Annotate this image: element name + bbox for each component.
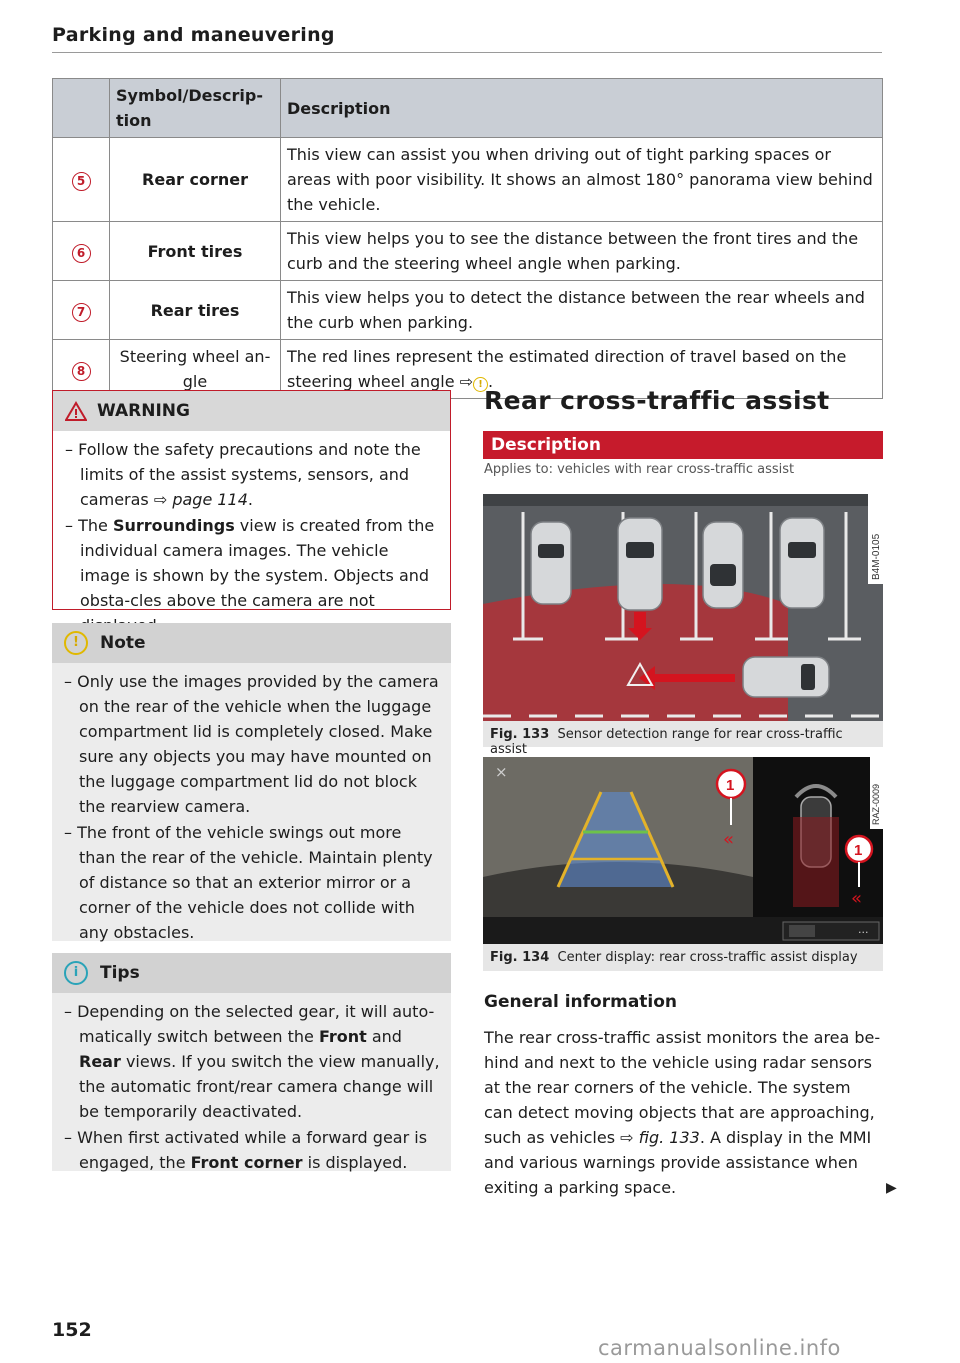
figure-caption: Fig. 133 Sensor detection range for rear cross-traffic assist	[490, 727, 843, 757]
center-display-illustration	[483, 757, 883, 944]
number-circle-icon: 6	[72, 244, 91, 263]
tips-box	[52, 953, 451, 1171]
list-item: – When first activated while a forward gear is engaged, the Front corner is displayed.	[64, 1128, 428, 1172]
svg-text:×: ×	[495, 763, 508, 781]
note-title: Note	[100, 632, 146, 653]
figure-133	[483, 494, 883, 757]
continue-arrow-icon: ▶	[886, 1180, 897, 1196]
callout-marker: 1	[726, 777, 735, 794]
description-cell: This view helps you to detect the distance between the rear wheels and the curb when parking.	[281, 281, 883, 340]
description-cell: This view can assist you when driving out of tight parking spaces or areas with poor visibility. It shows an almost 180° panorama view behind the vehicle.	[281, 138, 883, 222]
table-header-num	[53, 79, 110, 138]
table-header-symbol: Symbol/Descrip-tion	[110, 79, 281, 138]
svg-text:«: «	[851, 888, 863, 909]
table-header-description: Description	[281, 79, 883, 138]
figure-reference-link[interactable]: fig. 133	[638, 1128, 700, 1147]
exclamation-circle-icon: !	[64, 631, 88, 655]
table-header-row	[53, 79, 883, 138]
general-info-paragraph: The rear cross-traffic assist monitors the area be-hind and next to the vehicle using radar sensors at the rear corners of the vehicle. The system can detect moving objects that are approaching, such as vehicles ⇨ fig. 133. A display in the MMI and various warnings provide assistance when exiting a parking space.	[484, 1028, 881, 1197]
page-reference-link[interactable]: page 114	[172, 490, 248, 509]
page-header-title: Parking and maneuvering	[52, 24, 335, 46]
note-reference-icon[interactable]: !	[473, 377, 488, 392]
applies-to-text: Applies to: vehicles with rear cross-traffic assist	[484, 462, 795, 477]
table-row	[53, 138, 883, 222]
warning-header	[53, 391, 450, 431]
number-circle-icon: 8	[72, 362, 91, 381]
figure-caption: Fig. 134 Center display: rear cross-traffic assist display	[490, 950, 858, 965]
list-item: – Depending on the selected gear, it will auto-matically switch between the Front and Rear views. If you switch the view manually, the automatic front/rear camera change will be temporarily deactivated.	[64, 1002, 440, 1121]
description-bar: Description	[483, 431, 883, 459]
header-divider	[52, 52, 882, 53]
table-row	[53, 281, 883, 340]
symbol-cell: Rear corner	[110, 138, 281, 222]
list-item: – The front of the vehicle swings out more than the rear of the vehicle. Maintain plenty of distance so that an exterior mirror or a corner of the vehicle does not collide with any obstacles.	[64, 823, 433, 942]
number-circle-icon: 7	[72, 303, 91, 322]
list-item: – The Surroundings view is created from the individual camera images. The vehicle image is shown by the system. Objects and obsta-cles above the camera are not	[65, 516, 435, 610]
warning-triangle-icon	[65, 401, 87, 421]
symbol-cell: Rear tires	[110, 281, 281, 340]
table-row	[53, 222, 883, 281]
warning-title: WARNING	[97, 400, 190, 421]
figure-code: RAZ-0009	[871, 783, 881, 825]
tips-title: Tips	[100, 962, 140, 983]
description-cell: The red lines represent the estimated direction of travel based on the steering wheel angle ⇨ ! .	[281, 340, 883, 399]
figure-code: B4M-0105	[871, 533, 882, 580]
view-symbol-table	[52, 78, 883, 399]
symbol-cell: Steering wheel an-gle	[110, 340, 281, 399]
watermark: carmanualsonline.info	[598, 1336, 841, 1360]
tips-header	[52, 953, 451, 993]
symbol-cell: Front tires	[110, 222, 281, 281]
svg-text:1: 1	[854, 842, 863, 859]
general-info-heading: General information	[484, 992, 678, 1012]
note-header	[52, 623, 451, 663]
number-circle-icon: 5	[72, 172, 91, 191]
list-item: – Only use the images provided by the camera on the rear of the vehicle when the luggage compartment lid is completely closed. Make sure any objects you may have mounted on the luggage compartment lid do not block the rearview camera.	[64, 672, 439, 816]
menu-dots-icon: ···	[858, 926, 869, 939]
info-circle-icon: i	[64, 961, 88, 985]
note-box	[52, 623, 451, 941]
description-cell: This view helps you to see the distance between the front tires and the curb and the steering wheel angle when parking.	[281, 222, 883, 281]
figure-134	[483, 757, 883, 971]
svg-text:«: «	[723, 829, 735, 850]
page-number: 152	[52, 1319, 92, 1341]
list-item: – Follow the safety precautions and note the limits of the assist systems, sensors, and cameras ⇨ page 114.	[65, 440, 421, 509]
section-title: Rear cross-traffic assist	[484, 386, 830, 415]
parking-illustration	[483, 494, 883, 721]
warning-box	[52, 390, 451, 610]
